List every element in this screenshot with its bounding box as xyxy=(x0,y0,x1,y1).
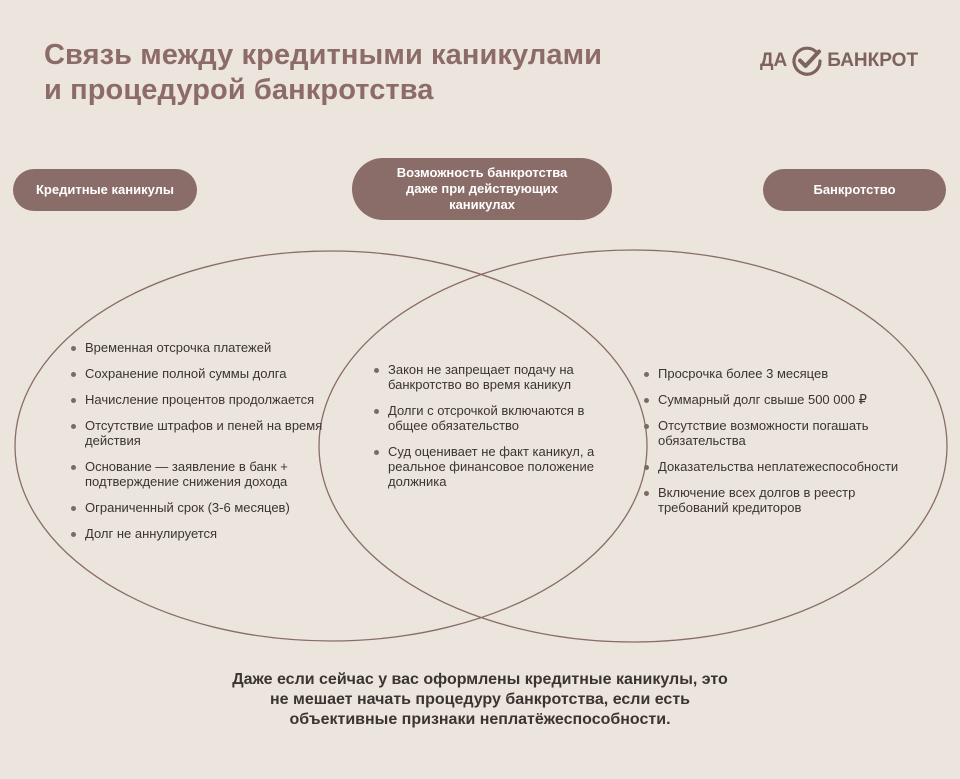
bankruptcy-list xyxy=(643,366,925,526)
list-item: Сохранение полной суммы долга xyxy=(70,366,342,381)
list-item: Ограниченный срок (3-6 месяцев) xyxy=(70,500,342,515)
logo-right-text: БАНКРОТ xyxy=(827,50,919,71)
list-item: Просрочка более 3 месяцев xyxy=(643,366,925,381)
list-item: Отсутствие возможности погашать обязательства xyxy=(643,418,925,448)
footer-line-2: не мешает начать процедуру банкротства, если есть xyxy=(270,691,690,708)
list-item: Закон не запрещает подачу на банкротство во время каникул xyxy=(373,362,605,392)
title-line-1: Связь между кредитными каникулами xyxy=(44,39,603,71)
credit-holidays-list xyxy=(70,340,342,552)
title-line-2: и процедурой банкротства xyxy=(44,74,434,106)
list-item: Суммарный долг свыше 500 000 ₽ xyxy=(643,392,925,407)
footer-line-1: Даже если сейчас у вас оформлены кредитные каникулы, это xyxy=(232,671,728,688)
list-item: Доказательства неплатежеспособности xyxy=(643,459,925,474)
footer-note xyxy=(120,670,840,730)
footer-line-3: объективные признаки неплатёжеспособности. xyxy=(289,711,671,728)
list-item: Временная отсрочка платежей xyxy=(70,340,342,355)
list-item: Суд оценивает не факт каникул, а реальное финансовое положение должника xyxy=(373,444,605,489)
label-credit-holidays: Кредитные каникулы xyxy=(13,169,197,211)
list-item: Долги с отсрочкой включаются в общее обязательство xyxy=(373,403,605,433)
logo-left-text: ДА xyxy=(760,50,788,71)
list-item: Включение всех долгов в реестр требований кредиторов xyxy=(643,485,925,515)
list-item: Основание — заявление в банк + подтверждение снижения дохода xyxy=(70,459,342,489)
list-item: Долг не аннулируется xyxy=(70,526,342,541)
list-item: Начисление процентов продолжается xyxy=(70,392,342,407)
label-intersection: Возможность банкротства даже при действующих каникулах xyxy=(352,158,612,220)
intersection-list xyxy=(373,362,605,500)
label-bankruptcy: Банкротство xyxy=(763,169,946,211)
list-item: Отсутствие штрафов и пеней на время действия xyxy=(70,418,342,448)
